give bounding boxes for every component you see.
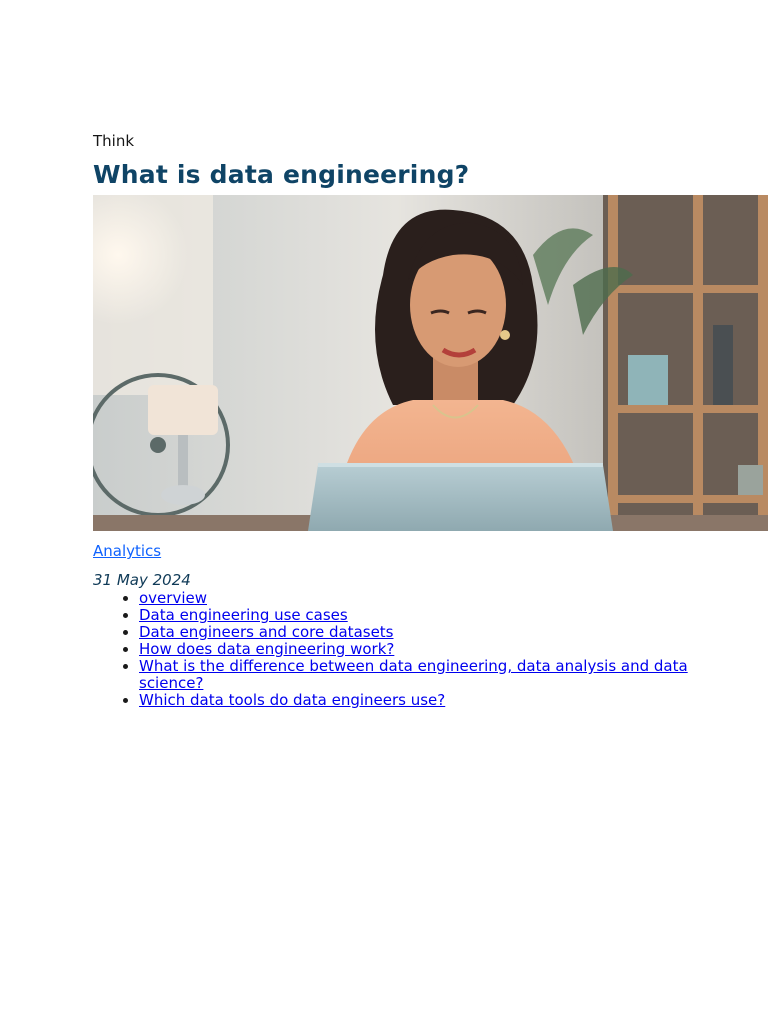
toc-link-how-it-works[interactable]: How does data engineering work? bbox=[139, 640, 395, 658]
category-link-analytics[interactable]: Analytics bbox=[93, 542, 162, 560]
table-of-contents bbox=[93, 590, 739, 709]
toc-item bbox=[139, 590, 739, 607]
page-title: What is data engineering? bbox=[93, 160, 470, 189]
toc-item bbox=[139, 658, 739, 692]
hero-image bbox=[93, 195, 768, 531]
toc-link-core-datasets[interactable]: Data engineers and core datasets bbox=[139, 623, 394, 641]
publish-date: 31 May 2024 bbox=[93, 571, 191, 589]
toc-link-data-tools[interactable]: Which data tools do data engineers use? bbox=[139, 691, 446, 709]
section-eyebrow: Think bbox=[93, 132, 135, 150]
toc-item bbox=[139, 692, 739, 709]
toc-link-use-cases[interactable]: Data engineering use cases bbox=[139, 606, 348, 624]
toc-link-difference[interactable]: What is the difference between data engineering, data analysis and data science? bbox=[139, 657, 688, 692]
toc-link-overview[interactable]: overview bbox=[139, 589, 207, 607]
toc-item bbox=[139, 607, 739, 624]
toc-item bbox=[139, 624, 739, 641]
toc-item bbox=[139, 641, 739, 658]
